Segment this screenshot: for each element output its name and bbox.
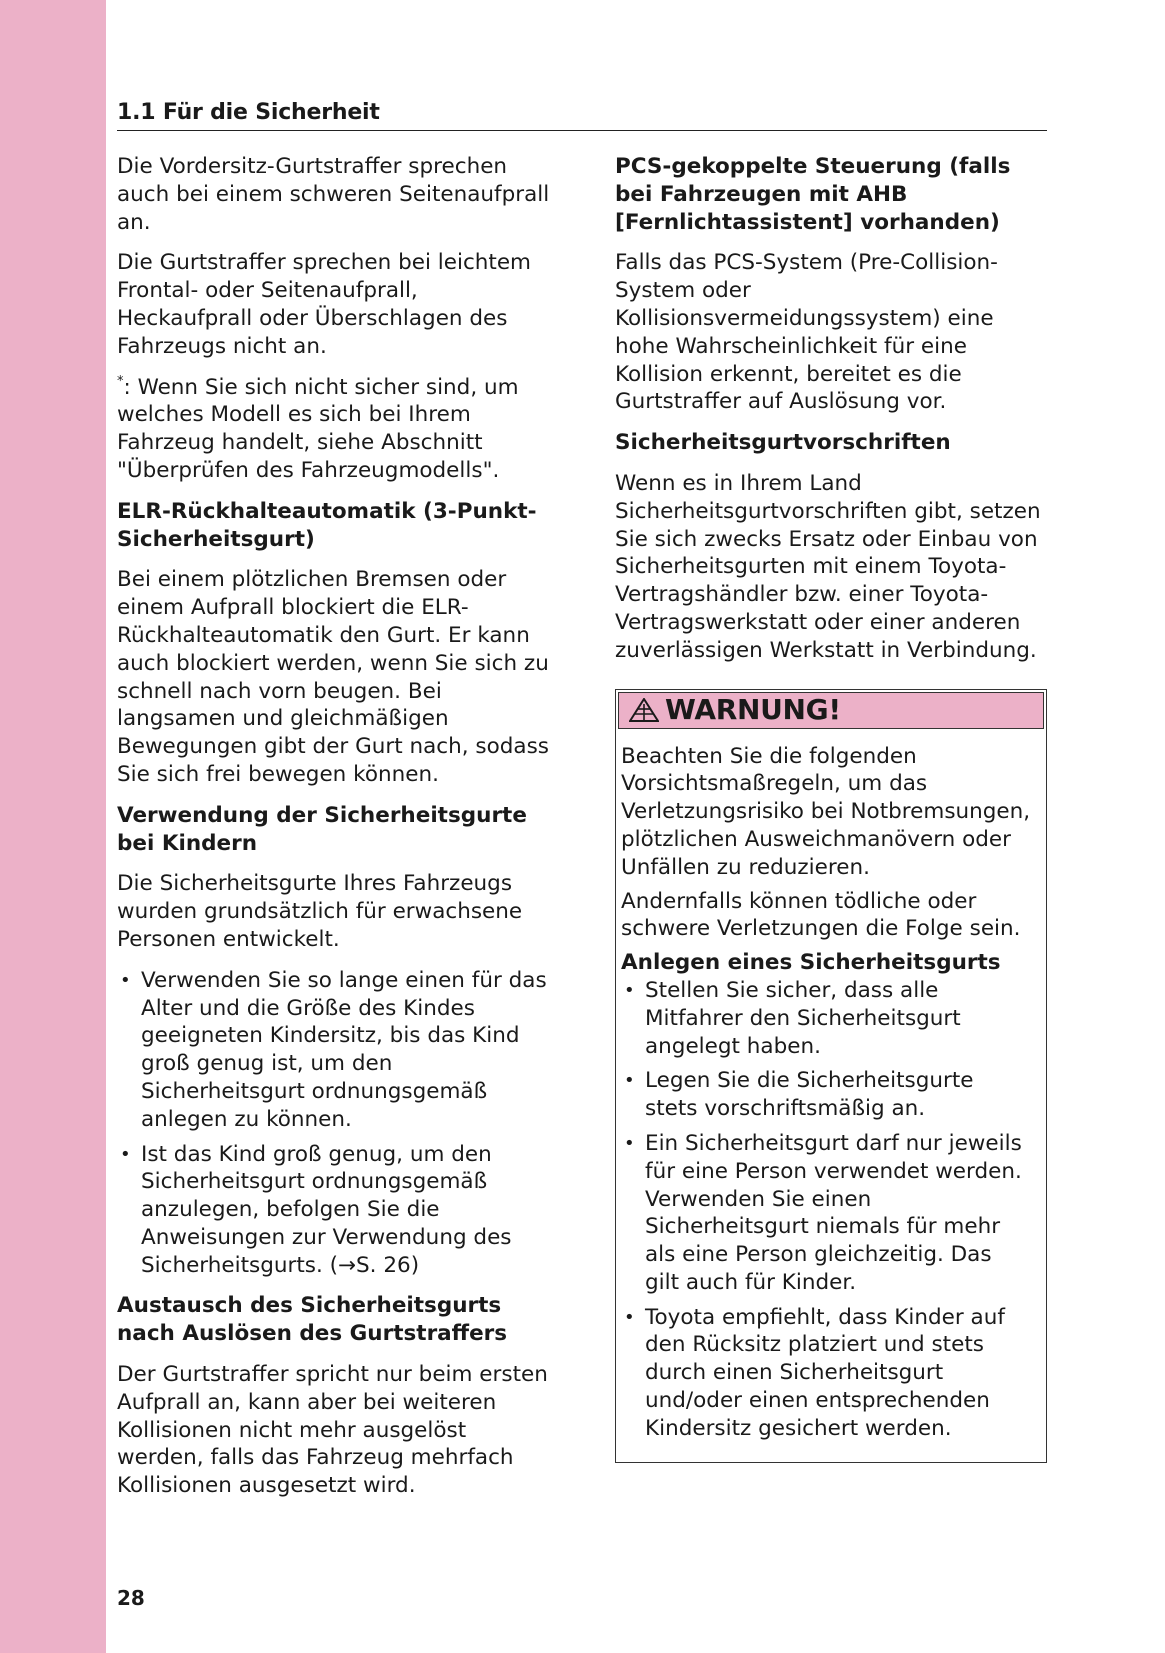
subheading-pcs: PCS-gekoppelte Steuerung (falls bei Fahrzeugen mit AHB [Fernlichtassistent] vorhanden) <box>615 154 1011 235</box>
bullet-list-kinder <box>117 967 557 1280</box>
paragraph: Bei einem plötzlichen Bremsen oder einem Aufprall blockiert die ELR-Rückhalteautomatik den Gurt. Er kann auch blockiert werden, wenn Sie sich zu schnell nach vorn beugen. Bei langsamen und gleichmäßigen Bewegungen gibt der Gurt nach, sodass Sie sich frei bewegen können. <box>117 567 549 787</box>
header-divider <box>117 130 1047 131</box>
warning-body <box>616 731 1046 1462</box>
paragraph: Die Gurtstraffer sprechen bei leichtem Frontal- oder Seitenaufprall, Heckaufprall oder Überschlagen des Fahrzeugs nicht an. <box>117 250 531 359</box>
side-color-band <box>0 0 106 1653</box>
paragraph: Beachten Sie die folgenden Vorsichtsmaßregeln, um das Verletzungsrisiko bei Notbremsungen, plötzlichen Ausweichmanövern oder Unfällen zu reduzieren. <box>621 743 1031 880</box>
footnote-text: : Wenn Sie sich nicht sicher sind, um welches Modell es sich bei Ihrem Fahrzeug handelt, siehe Abschnitt "Überprüfen des Fahrzeugmodells". <box>117 374 519 483</box>
warning-subheading: Anlegen eines Sicherheitsgurts <box>621 950 1001 976</box>
paragraph: Der Gurtstraffer spricht nur beim ersten Aufprall an, kann aber bei weiteren Kollisionen nicht mehr ausgelöst werden, falls das Fahrzeug mehrfach Kollisionen ausgesetzt wird. <box>117 1362 548 1499</box>
subheading-kinder: Verwendung der Sicherheitsgurte bei Kindern <box>117 802 527 856</box>
right-column <box>615 153 1047 1463</box>
warning-triangle-icon <box>629 698 659 722</box>
page-header <box>117 96 1047 131</box>
section-title: 1.1 Für die Sicherheit <box>117 100 380 125</box>
warning-bullet-list <box>621 977 1032 1443</box>
left-column <box>117 153 557 1513</box>
paragraph: Wenn es in Ihrem Land Sicherheitsgurtvorschriften gibt, setzen Sie sich zwecks Ersatz oder Einbau von Sicherheitsgurten mit einem Toyota-Vertragshändler bzw. einer Toyota-Vertragswerkstatt oder einer anderen zuverlässigen Werkstatt in Verbindung. <box>615 470 1041 663</box>
warning-header <box>618 692 1044 729</box>
list-item: • Verwenden Sie so lange einen für das Alter und die Größe des Kindes geeigneten Kindersitz, bis das Kind groß genug ist, um den Sicherheitsgurt ordnungsgemäß anlegen zu können. <box>117 967 557 1134</box>
list-item: • Ist das Kind groß genug, um den Sicherheitsgurt ordnungsgemäß anzulegen, befolgen Sie die Anweisungen zur Verwendung des Sicherheitsgurts. (→S. 26) <box>117 1141 557 1280</box>
list-item: • Legen Sie die Sicherheitsgurte stets vorschriftsmäßig an. <box>621 1067 1032 1123</box>
paragraph: Die Sicherheitsgurte Ihres Fahrzeugs wurden grundsätzlich für erwachsene Personen entwickelt. <box>117 871 523 952</box>
page-number: 28 <box>117 1586 145 1610</box>
subheading-vorschriften: Sicherheitsgurtvorschriften <box>615 430 951 456</box>
footnote <box>117 374 557 485</box>
paragraph: Falls das PCS-System (Pre-Collision-System oder Kollisionsvermeidungssystem) eine hohe Wahrscheinlichkeit für eine Kollision erkennt, bereitet es die Gurtstraffer auf Auslösung vor. <box>615 250 998 415</box>
paragraph: Andernfalls können tödliche oder schwere Verletzungen die Folge sein. <box>621 888 1021 942</box>
subheading-elr: ELR-Rückhalteautomatik (3-Punkt-Sicherheitsgurt) <box>117 498 537 552</box>
footnote-mark: * <box>117 373 124 389</box>
warning-box <box>615 689 1047 1463</box>
list-item: • Stellen Sie sicher, dass alle Mitfahrer den Sicherheitsgurt angelegt haben. <box>621 977 1032 1060</box>
warning-title: WARNUNG! <box>665 693 841 727</box>
subheading-austausch: Austausch des Sicherheitsgurts nach Auslösen des Gurtstraffers <box>117 1293 508 1347</box>
list-item: • Ein Sicherheitsgurt darf nur jeweils für eine Person verwendet werden. Verwenden Sie einen Sicherheitsgurt niemals für mehr als eine Person gleichzeitig. Das gilt auch für Kinder. <box>621 1130 1032 1297</box>
paragraph: Die Vordersitz-Gurtstraffer sprechen auch bei einem schweren Seitenaufprall an. <box>117 154 550 235</box>
list-item: • Toyota empfiehlt, dass Kinder auf den Rücksitz platziert und stets durch einen Sicherheitsgurt und/oder einen entsprechenden Kindersitz gesichert werden. <box>621 1304 1032 1443</box>
